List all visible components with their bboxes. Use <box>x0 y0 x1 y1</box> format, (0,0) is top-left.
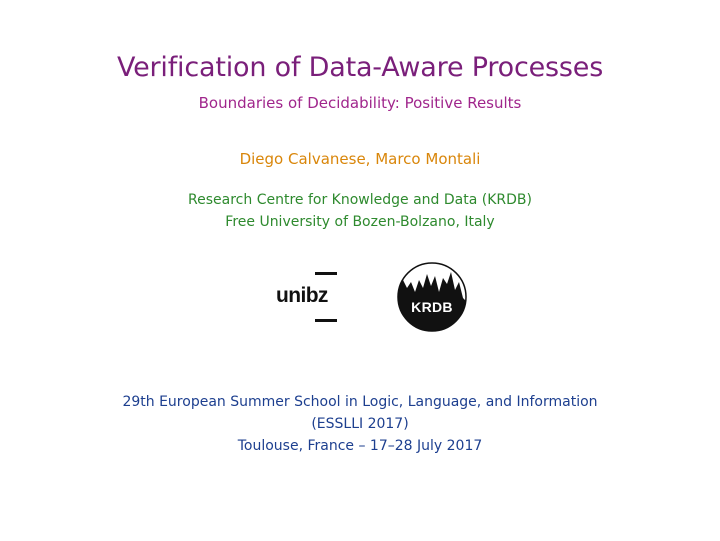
slide-title: Verification of Data-Aware Processes <box>116 52 604 83</box>
krdb-logo-text: KRDB <box>411 299 453 315</box>
unibz-logo <box>276 270 340 324</box>
institution-line-1: Research Centre for Knowledge and Data (KRDB) <box>188 192 532 208</box>
event-line-3: Toulouse, France – 17–28 July 2017 <box>237 438 483 454</box>
authors: Diego Calvanese, Marco Montali <box>239 150 481 168</box>
event-line-2: (ESSLLI 2017) <box>311 416 409 432</box>
logo-bar-bottom <box>315 319 337 322</box>
slide-subtitle: Boundaries of Decidability: Positive Results <box>198 94 522 112</box>
krdb-mountain-icon <box>397 262 467 332</box>
institution-line-2: Free University of Bozen-Bolzano, Italy <box>225 214 495 230</box>
event-line-1: 29th European Summer School in Logic, Language, and Information <box>122 394 598 410</box>
unibz-logo-text: unibz <box>276 284 328 307</box>
logo-bar-top <box>315 272 337 275</box>
krdb-logo <box>397 262 467 332</box>
